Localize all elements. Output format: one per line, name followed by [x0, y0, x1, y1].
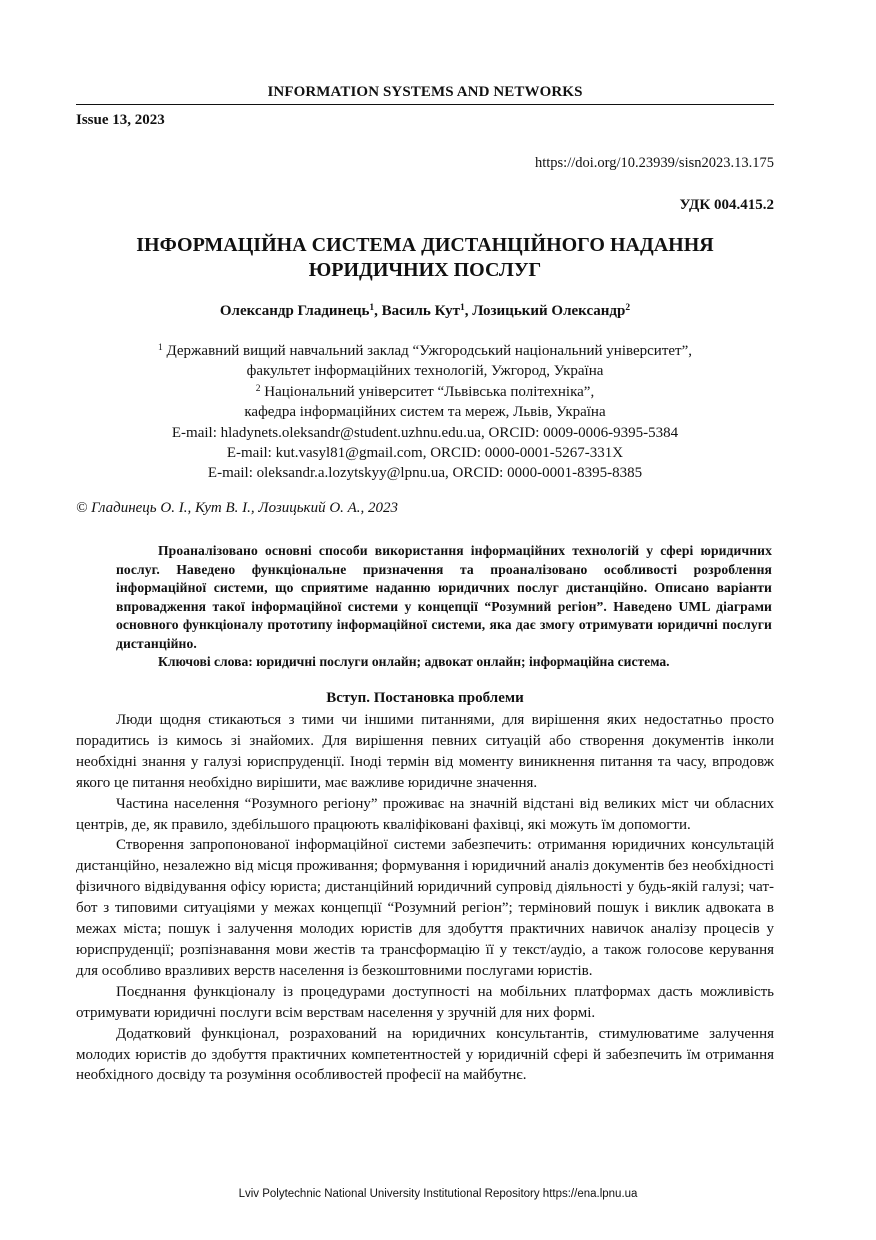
repository-footer: Lviv Polytechnic National University Institutional Repository https://ena.lpnu.ua: [238, 1188, 638, 1200]
abstract: [116, 542, 772, 654]
paper-title: [76, 233, 774, 283]
affiliation-2-text: Національний університет “Львівська політехніка”,: [264, 383, 595, 400]
keywords: Ключові слова: юридичні послуги онлайн; адвокат онлайн; інформаційна система.: [158, 654, 670, 669]
author-list: Олександр Гладинець$^1$, Василь Кут$^1$, Лозицький Олександр$^2$: [219, 303, 631, 319]
author-name: Лозицький Олександр: [472, 303, 626, 319]
affiliation-1-line-1: [76, 341, 774, 361]
author-affil-mark: 1: [459, 303, 465, 313]
issue-label: Issue 13, 2023: [76, 112, 165, 128]
email-orcid-1: E-mail: hladynets.oleksandr@student.uzhnu.edu.ua, ORCID: 0009-0006-9395-5384: [171, 424, 679, 441]
email-orcid-2: E-mail: kut.vasyl81@gmail.com, ORCID: 0000-0001-5267-331X: [226, 445, 624, 462]
header-divider: [76, 104, 774, 105]
paper-title-line-1: ІНФОРМАЦІЙНА СИСТЕМА ДИСТАНЦІЙНОГО НАДАННЯ: [136, 234, 714, 256]
section-body: [76, 710, 774, 1086]
email-orcid-3: E-mail: oleksandr.a.lozytskyy@lpnu.ua, ORCID: 0000-0001-8395-8385: [207, 465, 643, 482]
affiliation-1-text: Державний вищий навчальний заклад “Ужгородський національний університет”,: [166, 343, 692, 359]
abstract-text: Проаналізовано основні способи використання інформаційних технологій у сфері юридичних послуг. Наведено функціональне призначення та проаналізовано особливості розроблення інформаційної системи, що сприятиме наданню юридичних послуг дистанційно. Описано варіанти впровадження такої інформаційної системи у концепції “Розумний регіон”. Наведено UML діаграми основного функціоналу прототипу інформаційної системи, яка дає змогу отримувати юридичні послуги дистанційно.: [116, 543, 772, 651]
affiliation-2-mark: 2: [255, 383, 261, 394]
author-name: Олександр Гладинець: [219, 303, 370, 319]
journal-title: INFORMATION SYSTEMS AND NETWORKS: [267, 84, 583, 100]
affiliation-2-line-2: кафедра інформаційних систем та мереж, Львів, Україна: [244, 404, 606, 421]
author-name: Василь Кут: [381, 303, 460, 319]
body-paragraph: Додатковий функціонал, розрахований на юридичних консультантів, стимулюватиме залучення молодих юристів до здобуття практичних компетентностей у юридичній сфері й забезпечить їм отримання необхідного досвіду та розуміння особливостей професії на майбутнє.: [76, 1025, 774, 1084]
copyright-line: © Гладинець О. І., Кут В. І., Лозицький О. А., 2023: [76, 500, 399, 516]
author-affil-mark: 2: [625, 303, 631, 313]
section-heading: Вступ. Постановка проблеми: [326, 690, 524, 706]
body-paragraph: Поєднання функціоналу із процедурами доступності на мобільних платформах дасть можливість отримувати юридичні послуги всім верствам населення у зручній для них формі.: [76, 983, 774, 1021]
paper-title-line-2: ЮРИДИЧНИХ ПОСЛУГ: [308, 259, 542, 281]
affiliation-2-line-1: [76, 382, 774, 402]
body-paragraph: Люди щодня стикаються з тими чи іншими питаннями, для вирішення яких недостатньо просто порадитись із кимось зі знайомих. Для вирішення певних ситуацій або створення документів інколи необхідні знання у галузі юриспруденції. Іноді термін від моменту виникнення питання та часу, впродовж якого це питання необхідно вирішити, має важливе юридичне значення.: [76, 712, 774, 791]
author-affil-mark: 1: [369, 303, 375, 313]
body-paragraph: Частина населення “Розумного регіону” проживає на значній відстані від великих міст чи обласних центрів, де, як правило, здебільшого працюють кваліфіковані фахівці, які можуть їм допомогти.: [76, 795, 774, 833]
affiliation-1-mark: 1: [157, 343, 163, 353]
body-paragraph: Створення запропонованої інформаційної системи забезпечить: отримання юридичних консультацій дистанційно, незалежно від місця проживання; формування і юридичний аналіз документів без необхідності фізичного відвідування офісу юриста; дистанційний юридичний супровід діяльності у будь-якій галузі; чат-бот з типовими ситуаціями у межах концепції “Розумний регіон”; терміновий пошук і виклик адвоката в межах міста; пошук і залучення молодих юристів для здобуття практичних навичок аналізу процесів у юриспруденції; розпізнавання мови жестів та трансформацію її у текст/аудіо, а також голосове керування для особливо вразливих верств населення із безкоштовними послугами юристів.: [76, 837, 774, 979]
affiliation-1-line-2: факультет інформаційних технологій, Ужгород, Україна: [246, 363, 604, 380]
doi-link[interactable]: https://doi.org/10.23939/sisn2023.13.175: [534, 155, 774, 171]
affiliations: [76, 341, 774, 484]
udk-code: УДК 004.415.2: [679, 197, 774, 213]
